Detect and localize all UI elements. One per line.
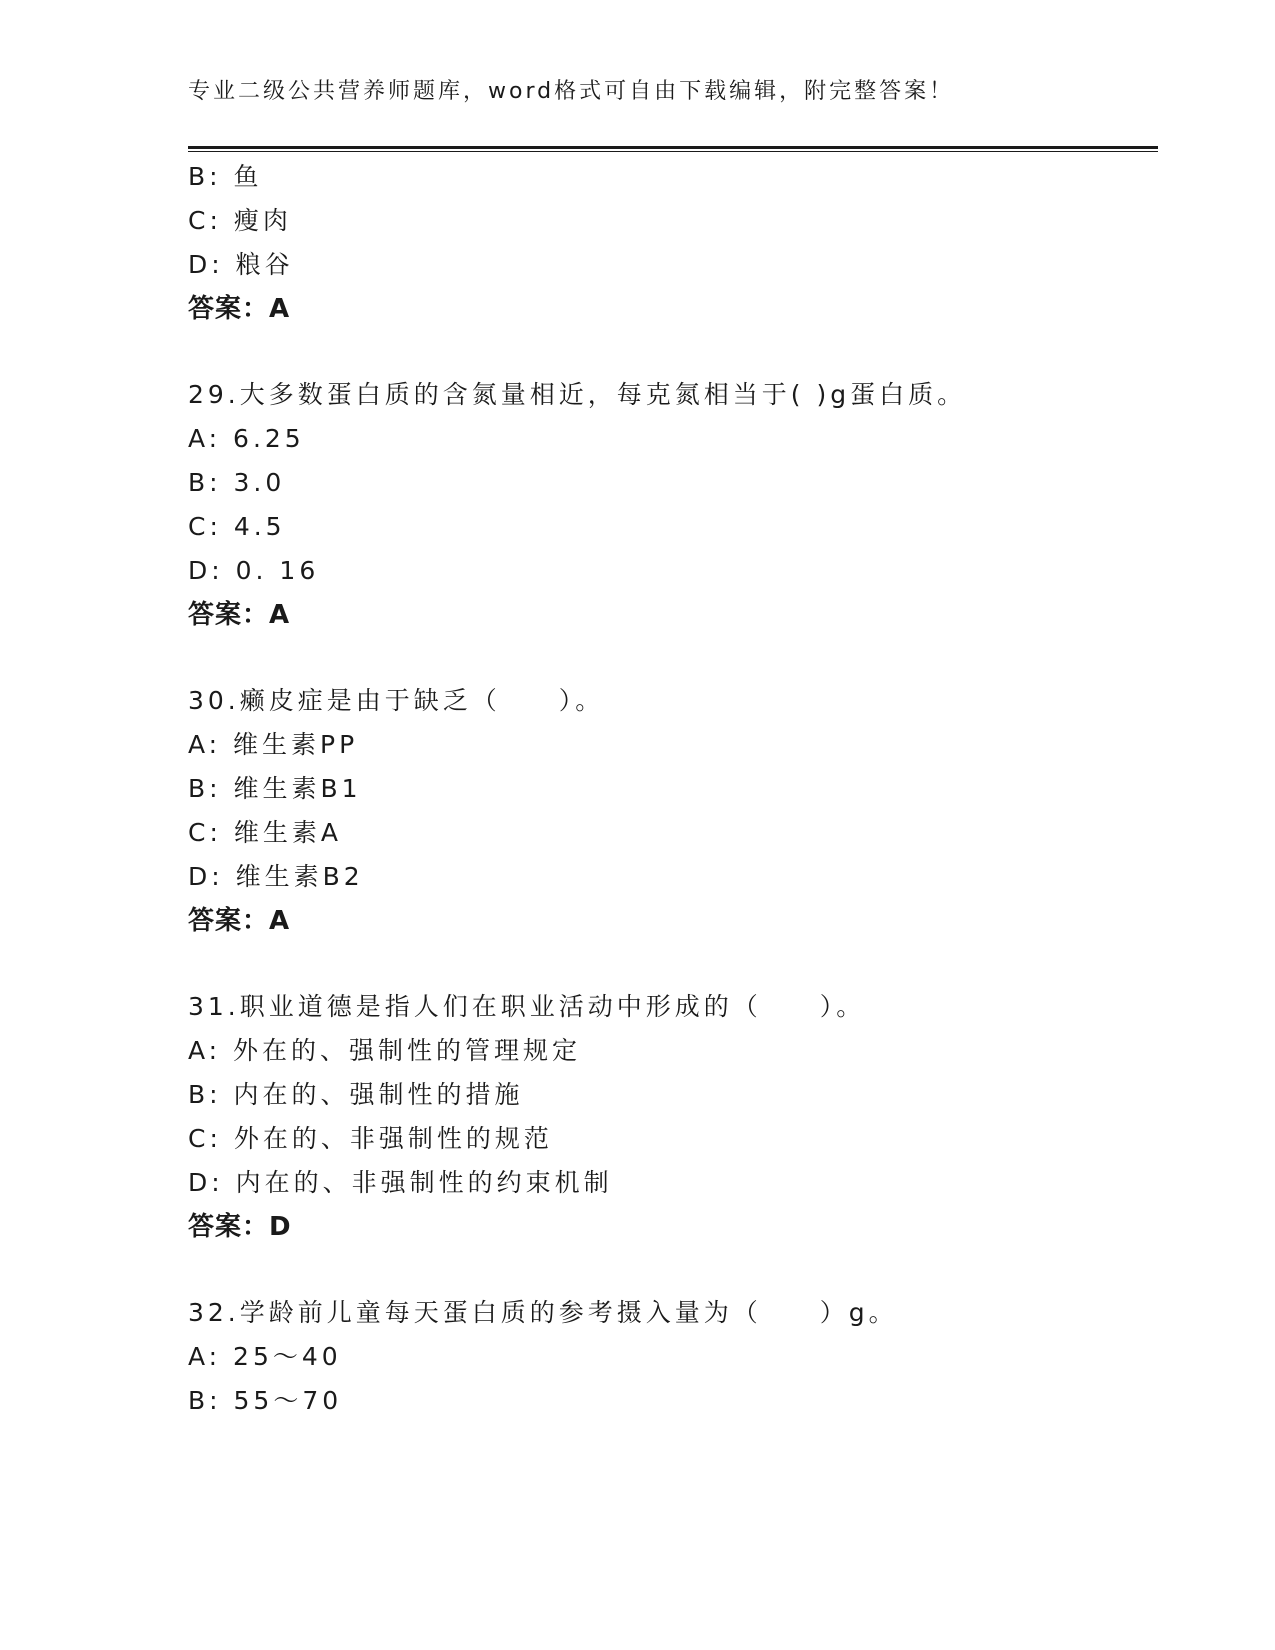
- page-header: 专业二级公共营养师题库，word格式可自由下载编辑，附完整答案！: [188, 79, 955, 104]
- header-divider-thin: [188, 151, 1158, 152]
- q31-option-d: D: 内在的、非强制性的约束机制: [188, 1168, 613, 1197]
- q30-option-c: C: 维生素A: [188, 818, 342, 847]
- q29-option-d: D: 0. 16: [188, 556, 320, 585]
- q29-option-c: C: 4.5: [188, 512, 286, 541]
- header-divider-thick: [188, 146, 1158, 149]
- q30-answer: 答案：A: [188, 906, 291, 936]
- q30-question: 30.癞皮症是由于缺乏（ ）。: [188, 686, 605, 715]
- q30-option-a: A: 维生素PP: [188, 730, 359, 759]
- q28-option-c: C: 瘦肉: [188, 206, 292, 235]
- q32-option-b: B: 55～70: [188, 1386, 343, 1415]
- q30-option-d: D: 维生素B2: [188, 862, 364, 891]
- q29-option-a: A: 6.25: [188, 424, 305, 453]
- q32-question: 32.学龄前儿童每天蛋白质的参考摄入量为（ ）g。: [188, 1298, 898, 1327]
- q29-question: 29.大多数蛋白质的含氮量相近，每克氮相当于( )g蛋白质。: [188, 380, 967, 409]
- q31-option-a: A: 外在的、强制性的管理规定: [188, 1036, 582, 1065]
- q31-option-b: B: 内在的、强制性的措施: [188, 1080, 524, 1109]
- q30-option-b: B: 维生素B1: [188, 774, 362, 803]
- q28-option-d: D: 粮谷: [188, 250, 294, 279]
- q29-option-b: B: 3.0: [188, 468, 286, 497]
- q31-answer: 答案：D: [188, 1212, 292, 1242]
- q31-option-c: C: 外在的、非强制性的规范: [188, 1124, 553, 1153]
- q28-answer: 答案：A: [188, 294, 291, 324]
- q31-question: 31.职业道德是指人们在职业活动中形成的（ ）。: [188, 992, 866, 1021]
- q29-answer: 答案：A: [188, 600, 291, 630]
- q32-option-a: A: 25～40: [188, 1342, 342, 1371]
- q28-option-b: B: 鱼: [188, 162, 263, 191]
